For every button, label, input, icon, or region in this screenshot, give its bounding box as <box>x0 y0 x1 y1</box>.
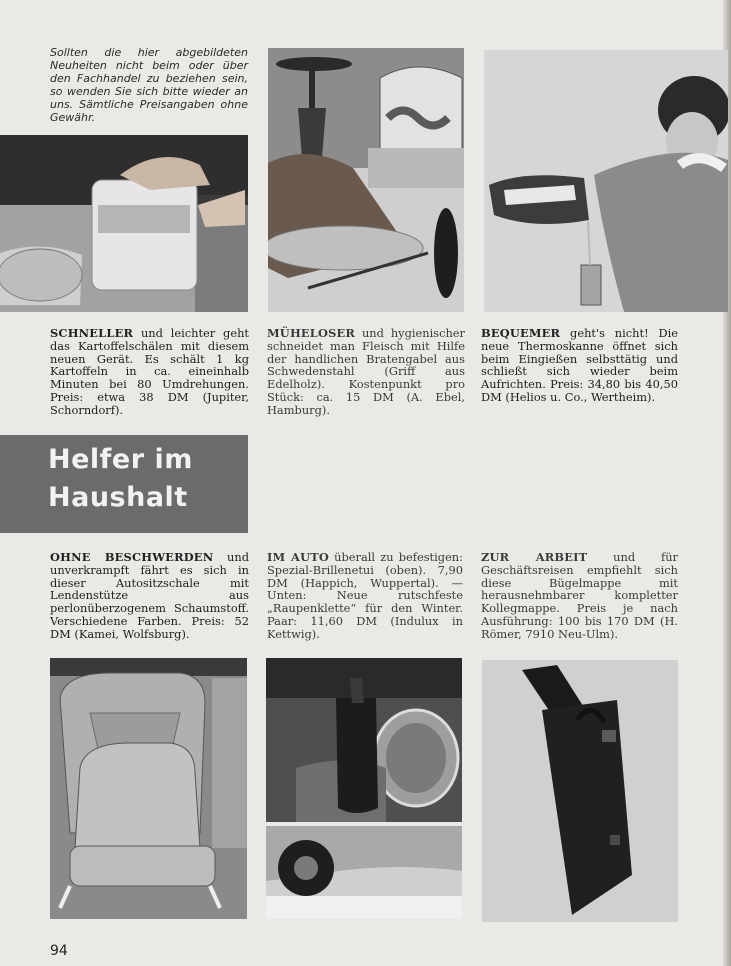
tire-chain-photo <box>266 826 462 919</box>
potato-peeler-caption-text: und leichter geht das Kartoffelschälen mit diesem neuen Gerät. Es schält 1 kg Kartoffeln in ca. eineinhalb Minuten bei 80 Umdrehungen. Preis: etwa 38 DM (Jupiter, Schorndorf). <box>50 326 249 417</box>
car-accessories-caption-text: überall zu befestigen: Spezial-Brillenetui (oben). 7,90 DM (Happich, Wuppertal). — Unten: Neue rutschfeste „Raupenklette“ für den Winter. Paar: 11,60 DM (Indulux in Kettwig). <box>267 550 463 641</box>
meat-fork-photo <box>268 48 464 312</box>
thermos-woman-photo <box>484 50 728 312</box>
briefcase-caption <box>481 551 678 641</box>
car-seat-photo <box>50 658 247 919</box>
meat-fork-caption <box>267 327 465 417</box>
briefcase-caption-lead: ZUR ARBEIT <box>481 550 588 564</box>
intro-note: Sollten die hier abgebildeten Neuheiten nicht beim oder über den Fachhandel zu beziehen sein, so wenden Sie sich bitte wieder an uns. Sämtliche Preisangaben ohne Gewähr. <box>50 46 248 124</box>
briefcase-caption-text: und für Geschäftsreisen empfiehlt sich diese Bügelmappe mit herausnehmbarer kompletter Kollegmappe. Preis je nach Ausführung: 100 bis 170 DM (H. Römer, 7910 Neu-Ulm). <box>481 550 678 641</box>
car-seat-caption <box>50 551 249 641</box>
car-seat-caption-lead: OHNE BESCHWERDEN <box>50 550 214 564</box>
potato-peeler-caption <box>50 327 249 417</box>
thermos-caption <box>481 327 678 404</box>
meat-fork-caption-lead: MÜHELOSER <box>267 326 356 340</box>
meat-fork-caption-text: und hygienischer schneidet man Fleisch mit Hilfe der handlichen Bratengabel aus Schwedenstahl (Griff aus Edelholz). Kostenpunkt pro Stück: ca. 15 DM (A. Ebel, Hamburg). <box>267 326 465 417</box>
page-number: 94 <box>50 943 68 959</box>
car-accessories-caption <box>267 551 463 641</box>
thermos-caption-text: geht's nicht! Die neue Thermoskanne öffnet sich beim Eingießen selbsttätig und schließt sich wieder beim Aufrichten. Preis: 34,80 bis 40,50 DM (Helios u. Co., Wertheim). <box>481 326 678 404</box>
section-title-line1: Helfer im <box>48 444 193 475</box>
glasses-case-photo <box>266 658 462 822</box>
briefcase-photo <box>482 660 678 922</box>
car-accessories-caption-lead: IM AUTO <box>267 550 330 564</box>
car-seat-caption-text: und unverkrampft fährt es sich in dieser Autositzschale mit Lendenstütze aus perlonüberzogenem Schaumstoff. Verschiedene Farben. Preis: 52 DM (Kamei, Wolfsburg). <box>50 550 249 641</box>
potato-peeler-photo <box>0 135 248 312</box>
section-title-box <box>0 435 248 533</box>
section-title-line2: Haushalt <box>48 482 188 513</box>
potato-peeler-caption-lead: SCHNELLER <box>50 326 134 340</box>
thermos-caption-lead: BEQUEMER <box>481 326 561 340</box>
